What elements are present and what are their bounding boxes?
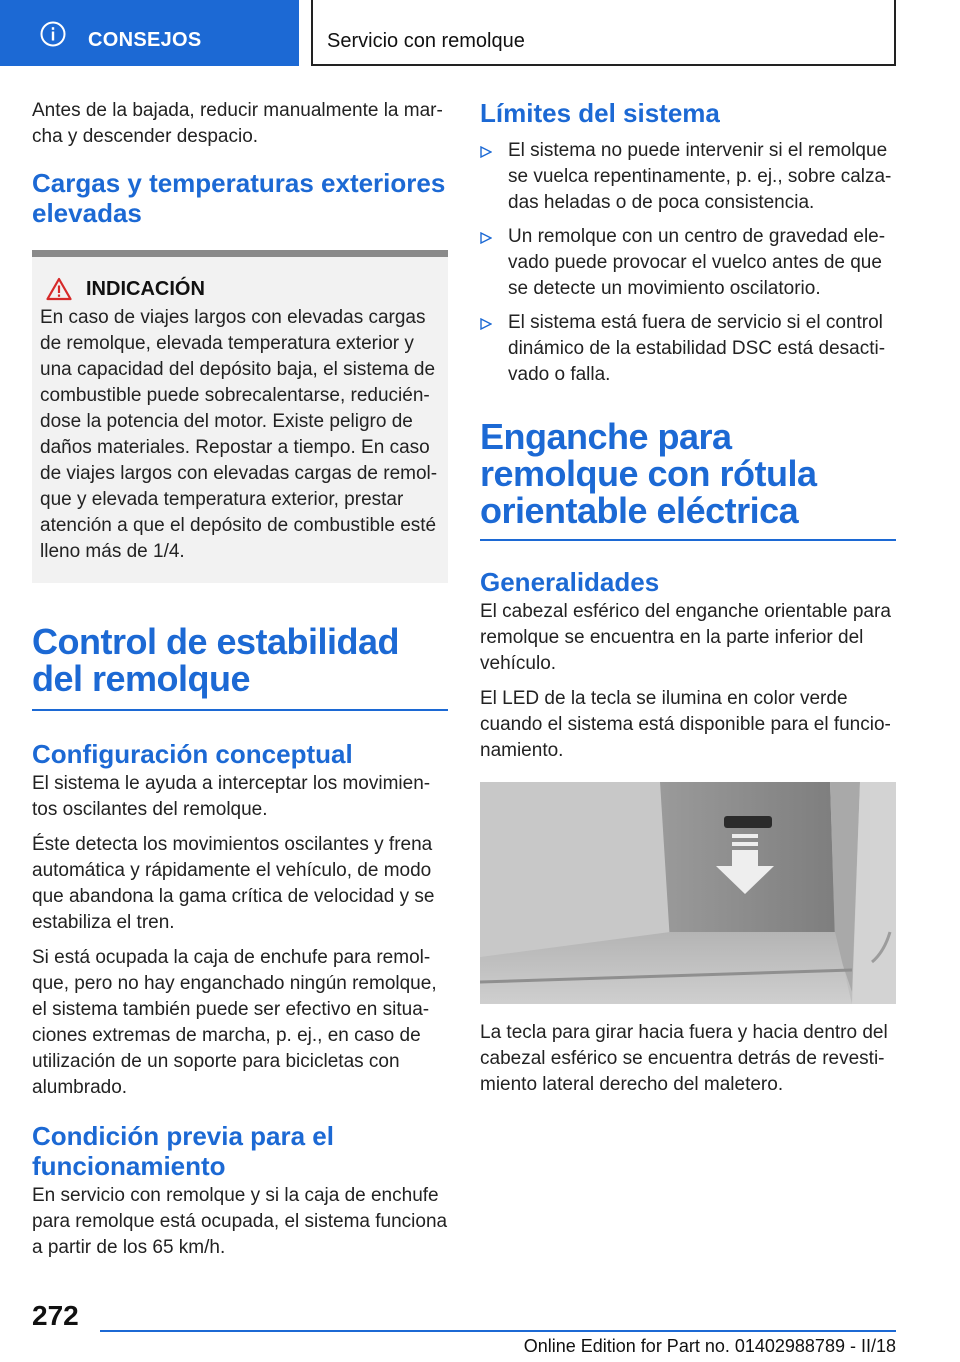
header-tab [0, 0, 299, 66]
hitch-section-heading: Enganche para remolque con rótula orientable eléctrica [480, 416, 817, 531]
list-item: Un remolque con un centro de gravedad ele-vado puede provocar el vuelco antes de que se detecte un movimiento oscilatorio. [480, 224, 896, 302]
section-divider [480, 539, 896, 541]
edition-footer: Online Edition for Part no. 01402988789 - II/18 [523, 1336, 896, 1356]
warning-icon [46, 277, 72, 301]
triangle-bullet-icon [480, 146, 492, 158]
precondition-heading: Condición previa para el funcionamiento [32, 1121, 334, 1181]
heat-heading: Cargas y temperaturas exteriores elevadas [32, 168, 446, 228]
concept-paragraph-1: El sistema le ayuda a interceptar los movimien-tos oscilantes del remolque. [32, 773, 431, 820]
notice-box [32, 250, 448, 583]
page-number: 272 [32, 1300, 79, 1331]
chapter-title: Servicio con remolque [327, 30, 525, 52]
section-divider [32, 709, 448, 711]
intro-paragraph: Antes de la bajada, reducir manualmente la mar-cha y descender despacio. [32, 100, 443, 147]
triangle-bullet-icon [480, 232, 492, 244]
limits-heading: Límites del sistema [480, 98, 720, 128]
general-paragraph-1: El cabezal esférico del enganche orientable para remolque se encuentra en la parte inferior del vehículo. [480, 601, 891, 674]
notice-header [40, 277, 440, 301]
general-heading: Generalidades [480, 567, 660, 597]
photo-caption: La tecla para girar hacia fuera y hacia dentro del cabezal esférico se encuentra detrás de revesti-miento lateral derecho del maletero. [480, 1022, 888, 1095]
precondition-paragraph: En servicio con remolque y si la caja de enchufe para remolque está ocupada, el sistema funciona a partir de los 65 km/h. [32, 1185, 448, 1258]
concept-paragraph-3: Si está ocupada la caja de enchufe para remol-que, pero no hay enganchado ningún remolque, el sistema también puede ser efectivo en situa-ciones extremas de marcha, p. ej., en caso de utilización de un soporte para bicicletas con alumbrado. [32, 947, 437, 1098]
stability-section-heading: Control de estabilidad del remolque [32, 621, 400, 699]
footer-divider [100, 1330, 896, 1332]
section-tab-label: CONSEJOS [88, 29, 202, 51]
notice-text: En caso de viajes largos con elevadas cargas de remolque, elevada temperatura exterior y una capacidad del depósito baja, el sistema de combustible puede sobrecalentarse, reducién-dose la potencia del motor. Existe peligro de daños materiales. Repostar a tiempo. En caso de viajes largos con elevadas cargas de remol-que y elevada temperatura exterior, prestar atención a que el depósito de combustible esté lleno más de 1/4. [40, 307, 438, 562]
header-title-box [311, 0, 896, 66]
info-icon [40, 21, 66, 47]
limits-list [480, 138, 896, 388]
concept-paragraph-2: Éste detecta los movimientos oscilantes y frena automática y rápidamente el vehículo, de modo que abandona la gama crítica de velocidad y se estabiliza el tren. [32, 834, 435, 933]
general-paragraph-2: El LED de la tecla se ilumina en color verde cuando el sistema está disponible para el funcio-namiento. [480, 688, 891, 761]
right-column [480, 98, 896, 1107]
trunk-photo [480, 782, 896, 1004]
left-column [32, 98, 448, 1270]
list-item: El sistema está fuera de servicio si el control dinámico de la estabilidad DSC está desacti-vado o falla. [480, 310, 896, 388]
notice-title: INDICACIÓN [86, 277, 205, 300]
trunk-illustration [480, 782, 896, 1004]
concept-heading: Configuración conceptual [32, 739, 353, 769]
triangle-bullet-icon [480, 318, 492, 330]
list-item: El sistema no puede intervenir si el remolque se vuelca repentinamente, p. ej., sobre calza-das heladas o de poca consistencia. [480, 138, 896, 216]
